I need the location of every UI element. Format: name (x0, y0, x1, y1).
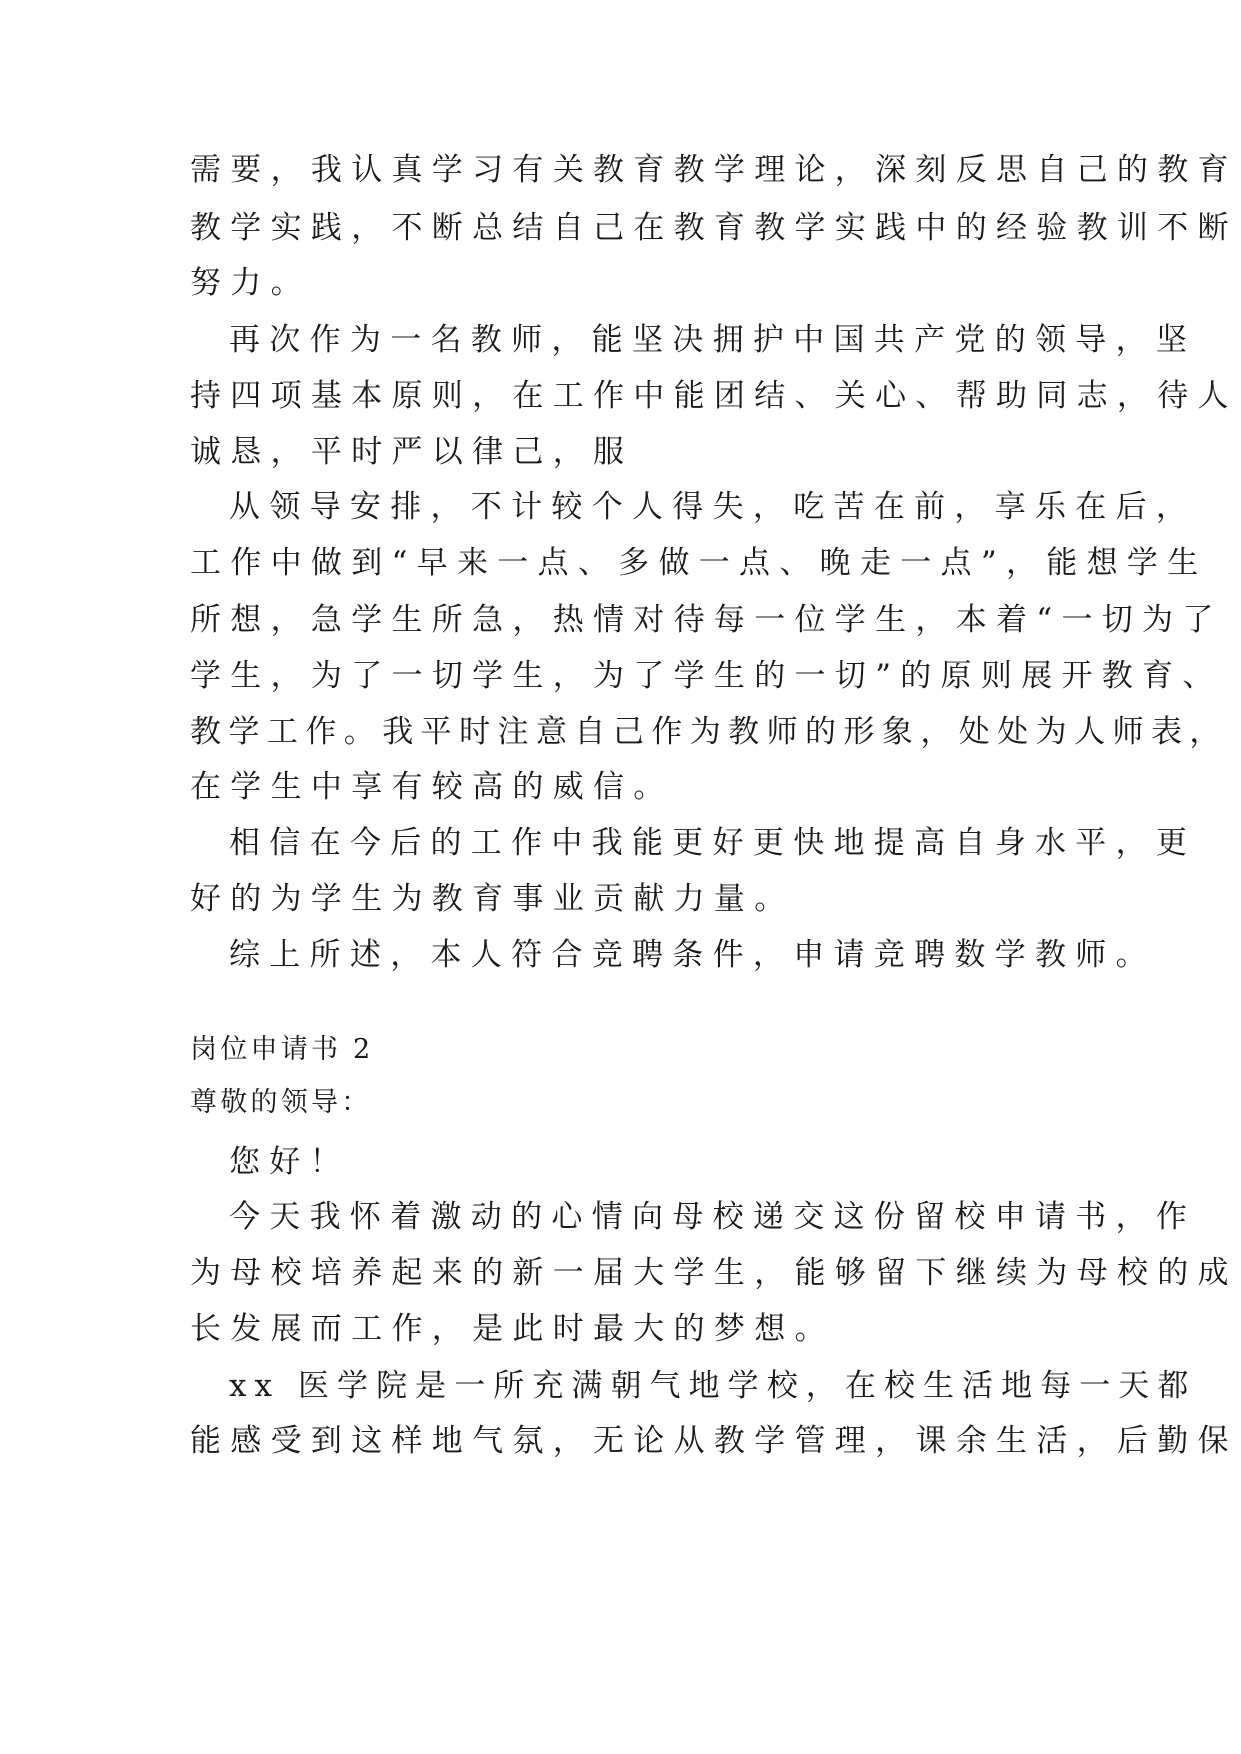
body-line: 综上所述，本人符合竞聘条件，申请竞聘数学教师。 (229, 937, 1156, 973)
body-line: 能感受到这样地气氛，无论从教学管理，课余生活，后勤保 (190, 1423, 1238, 1459)
section-title: 岗位申请书 2 (190, 1034, 374, 1065)
body-line: 努力。 (190, 265, 311, 301)
body-line: 从领导安排，不计较个人得失，吃苦在前，享乐在后， (229, 489, 1197, 525)
body-line: 教学工作。我平时注意自己作为教师的形象，处处为人师表， (190, 714, 1228, 750)
body-line: 所想，急学生所急，热情对待每一位学生，本着“一切为了 (190, 602, 1223, 638)
body-line: 长发展而工作，是此时最大的梦想。 (190, 1311, 835, 1347)
body-line: 再次作为一名教师，能坚决拥护中国共产党的领导，坚 (229, 322, 1197, 358)
body-line: 相信在今后的工作中我能更好更快地提高自身水平，更 (229, 825, 1197, 861)
body-line: 学生，为了一切学生，为了学生的一切”的原则展开教育、 (190, 658, 1223, 694)
body-line: xx 医学院是一所充满朝气地学校，在校生活地每一天都 (229, 1368, 1197, 1404)
body-line: 为母校培养起来的新一届大学生，能够留下继续为母校的成 (190, 1255, 1238, 1291)
body-line: 持四项基本原则，在工作中能团结、关心、帮助同志，待人 (190, 378, 1238, 414)
body-line: 您好！ (229, 1144, 350, 1180)
body-line: 需要，我认真学习有关教育教学理论，深刻反思自己的教育 (190, 152, 1238, 188)
body-line: 好的为学生为教育事业贡献力量。 (190, 881, 795, 917)
body-line: 教学实践，不断总结自己在教育教学实践中的经验教训不断 (190, 210, 1238, 246)
body-line: 工作中做到“早来一点、多做一点、晚走一点”，能想学生 (190, 545, 1208, 581)
body-line: 在学生中享有较高的威信。 (190, 769, 674, 805)
body-line: 今天我怀着激动的心情向母校递交这份留校申请书，作 (229, 1199, 1197, 1235)
salutation: 尊敬的领导： (190, 1087, 372, 1118)
body-line: 诚恳，平时严以律己，服 (190, 434, 634, 470)
